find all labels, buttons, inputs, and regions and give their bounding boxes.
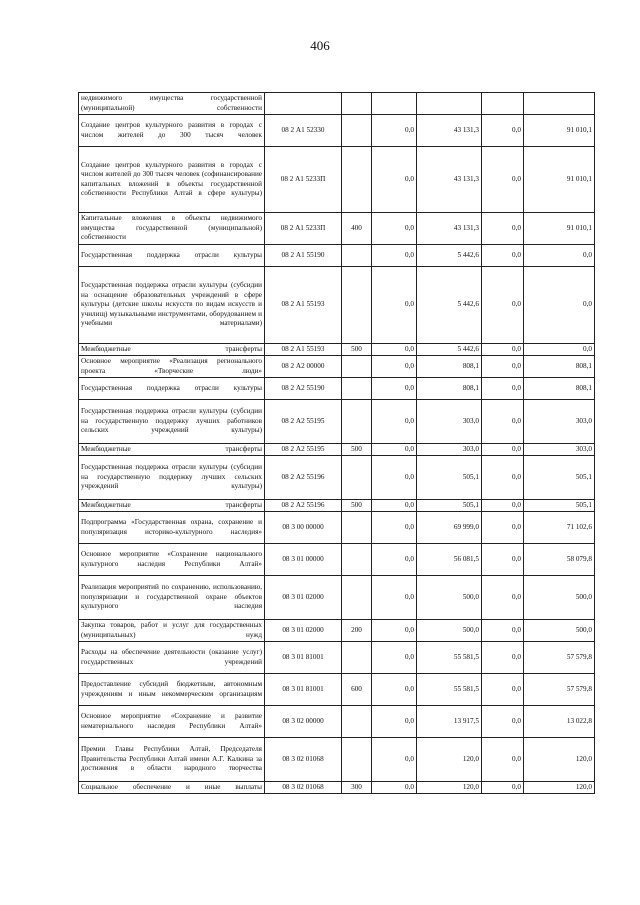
table-row bbox=[79, 115, 595, 147]
row-expense-type-cell: 400 bbox=[342, 213, 372, 245]
row-value-2-cell: 120,0 bbox=[417, 782, 482, 794]
row-expense-type-cell bbox=[342, 544, 372, 576]
row-value-3-cell: 0,0 bbox=[482, 245, 524, 267]
row-value-1-cell: 0,0 bbox=[372, 500, 417, 512]
table-row bbox=[79, 93, 595, 115]
table-row bbox=[79, 674, 595, 706]
row-value-1-cell: 0,0 bbox=[372, 115, 417, 147]
row-code-cell: 08 3 02 01068 bbox=[265, 738, 342, 782]
row-code-cell: 08 2 А1 5233П bbox=[265, 147, 342, 213]
table-row bbox=[79, 344, 595, 356]
row-value-4-cell: 303,0 bbox=[524, 400, 595, 444]
table-row bbox=[79, 500, 595, 512]
row-value-4-cell: 120,0 bbox=[524, 782, 595, 794]
row-value-2-cell: 69 999,0 bbox=[417, 512, 482, 544]
row-value-1-cell: 0,0 bbox=[372, 267, 417, 344]
row-value-2-cell: 303,0 bbox=[417, 444, 482, 456]
row-value-1-cell: 0,0 bbox=[372, 738, 417, 782]
row-expense-type-cell bbox=[342, 378, 372, 400]
row-value-4-cell: 13 022,8 bbox=[524, 706, 595, 738]
row-expense-type-cell bbox=[342, 706, 372, 738]
row-code-cell: 08 2 А2 55195 bbox=[265, 400, 342, 444]
row-code-cell: 08 2 А1 55193 bbox=[265, 267, 342, 344]
row-value-4-cell: 500,0 bbox=[524, 576, 595, 620]
table-row bbox=[79, 576, 595, 620]
row-value-4-cell: 91 010,1 bbox=[524, 115, 595, 147]
table-row bbox=[79, 147, 595, 213]
row-name-cell: Реализация мероприятий по сохранению, использованию, популяризации и государственной охране объектов культурного наследия bbox=[79, 576, 265, 620]
row-value-3-cell: 0,0 bbox=[482, 782, 524, 794]
row-expense-type-cell: 500 bbox=[342, 444, 372, 456]
row-name-cell: Основное мероприятие «Сохранение национального культурного наследия Республики Алтай» bbox=[79, 544, 265, 576]
table-row bbox=[79, 213, 595, 245]
row-value-3-cell: 0,0 bbox=[482, 400, 524, 444]
row-value-2-cell: 500,0 bbox=[417, 576, 482, 620]
table-row bbox=[79, 782, 595, 794]
row-value-1-cell: 0,0 bbox=[372, 642, 417, 674]
row-name-cell: Межбюджетные трансферты bbox=[79, 344, 265, 356]
row-value-1-cell: 0,0 bbox=[372, 620, 417, 642]
row-expense-type-cell bbox=[342, 267, 372, 344]
row-value-4-cell: 91 010,1 bbox=[524, 147, 595, 213]
row-name-cell: Подпрограмма «Государственная охрана, сохранение и популяризация историко-культурного наследия» bbox=[79, 512, 265, 544]
row-expense-type-cell bbox=[342, 115, 372, 147]
table-row bbox=[79, 642, 595, 674]
row-value-2-cell: 5 442,6 bbox=[417, 267, 482, 344]
row-expense-type-cell bbox=[342, 738, 372, 782]
row-name-cell: Основное мероприятие «Реализация регионального проекта «Творческие люди» bbox=[79, 356, 265, 378]
row-value-2-cell: 56 081,5 bbox=[417, 544, 482, 576]
row-value-1-cell: 0,0 bbox=[372, 782, 417, 794]
row-value-4-cell: 57 579,8 bbox=[524, 642, 595, 674]
row-name-cell: Расходы на обеспечение деятельности (оказание услуг) государственных учреждений bbox=[79, 642, 265, 674]
row-value-2-cell: 55 581,5 bbox=[417, 674, 482, 706]
row-value-3-cell: 0,0 bbox=[482, 344, 524, 356]
row-value-1-cell: 0,0 bbox=[372, 544, 417, 576]
row-code-cell: 08 2 А1 52330 bbox=[265, 115, 342, 147]
row-value-4-cell: 91 010,1 bbox=[524, 213, 595, 245]
row-code-cell: 08 2 А2 55190 bbox=[265, 378, 342, 400]
row-value-1-cell: 0,0 bbox=[372, 400, 417, 444]
row-value-4-cell: 0,0 bbox=[524, 245, 595, 267]
row-value-1-cell: 0,0 bbox=[372, 378, 417, 400]
table-row bbox=[79, 706, 595, 738]
row-value-2-cell: 808,1 bbox=[417, 356, 482, 378]
row-value-1-cell: 0,0 bbox=[372, 245, 417, 267]
row-expense-type-cell bbox=[342, 245, 372, 267]
table-row bbox=[79, 245, 595, 267]
row-value-4-cell: 808,1 bbox=[524, 356, 595, 378]
row-value-2-cell: 5 442,6 bbox=[417, 344, 482, 356]
row-code-cell: 08 2 А2 55196 bbox=[265, 500, 342, 512]
row-code-cell: 08 2 А2 55195 bbox=[265, 444, 342, 456]
row-value-4-cell: 120,0 bbox=[524, 738, 595, 782]
row-value-3-cell: 0,0 bbox=[482, 500, 524, 512]
row-expense-type-cell: 500 bbox=[342, 500, 372, 512]
row-value-2-cell: 120,0 bbox=[417, 738, 482, 782]
row-value-4-cell: 505,1 bbox=[524, 456, 595, 500]
row-value-4-cell: 505,1 bbox=[524, 500, 595, 512]
row-code-cell: 08 3 01 02000 bbox=[265, 620, 342, 642]
row-value-4-cell: 500,0 bbox=[524, 620, 595, 642]
row-expense-type-cell bbox=[342, 512, 372, 544]
row-value-1-cell: 0,0 bbox=[372, 674, 417, 706]
row-value-3-cell: 0,0 bbox=[482, 674, 524, 706]
row-code-cell: 08 2 А1 5233П bbox=[265, 213, 342, 245]
row-value-3-cell: 0,0 bbox=[482, 576, 524, 620]
row-value-4-cell: 808,1 bbox=[524, 378, 595, 400]
row-value-1-cell: 0,0 bbox=[372, 512, 417, 544]
row-name-cell: недвижимого имущества государственной (муниципальной) собственности bbox=[79, 93, 265, 115]
row-value-2-cell: 303,0 bbox=[417, 400, 482, 444]
row-value-1-cell: 0,0 bbox=[372, 706, 417, 738]
row-code-cell bbox=[265, 93, 342, 115]
row-name-cell: Межбюджетные трансферты bbox=[79, 500, 265, 512]
row-code-cell: 08 2 А1 55190 bbox=[265, 245, 342, 267]
table-row bbox=[79, 456, 595, 500]
row-name-cell: Межбюджетные трансферты bbox=[79, 444, 265, 456]
row-code-cell: 08 3 01 02000 bbox=[265, 576, 342, 620]
row-value-3-cell: 0,0 bbox=[482, 620, 524, 642]
budget-table-body bbox=[79, 93, 595, 794]
table-row bbox=[79, 444, 595, 456]
row-expense-type-cell bbox=[342, 400, 372, 444]
row-name-cell: Капитальные вложения в объекты недвижимого имущества государственной (муниципальной) собственности bbox=[79, 213, 265, 245]
row-code-cell: 08 2 А1 55193 bbox=[265, 344, 342, 356]
row-name-cell: Государственная поддержка отрасли культуры bbox=[79, 378, 265, 400]
row-name-cell: Государственная поддержка отрасли культуры bbox=[79, 245, 265, 267]
row-value-3-cell: 0,0 bbox=[482, 444, 524, 456]
row-value-2-cell: 500,0 bbox=[417, 620, 482, 642]
row-expense-type-cell bbox=[342, 642, 372, 674]
page-number: 406 bbox=[310, 38, 330, 53]
row-value-2-cell: 13 917,5 bbox=[417, 706, 482, 738]
row-value-2-cell: 808,1 bbox=[417, 378, 482, 400]
table-row bbox=[79, 620, 595, 642]
row-value-2-cell: 43 131,3 bbox=[417, 115, 482, 147]
row-expense-type-cell bbox=[342, 147, 372, 213]
row-value-1-cell: 0,0 bbox=[372, 213, 417, 245]
row-expense-type-cell bbox=[342, 93, 372, 115]
row-value-4-cell bbox=[524, 93, 595, 115]
row-value-3-cell: 0,0 bbox=[482, 738, 524, 782]
row-value-3-cell bbox=[482, 93, 524, 115]
table-row bbox=[79, 544, 595, 576]
row-value-4-cell: 0,0 bbox=[524, 344, 595, 356]
row-value-1-cell: 0,0 bbox=[372, 456, 417, 500]
row-expense-type-cell: 300 bbox=[342, 782, 372, 794]
budget-table bbox=[78, 92, 595, 794]
row-expense-type-cell: 600 bbox=[342, 674, 372, 706]
row-name-cell: Государственная поддержка отрасли культуры (субсидии на государственную поддержку лучших сельских учреждений культуры) bbox=[79, 456, 265, 500]
row-value-4-cell: 58 079,8 bbox=[524, 544, 595, 576]
row-value-2-cell: 505,1 bbox=[417, 456, 482, 500]
row-name-cell: Создание центров культурного развития в городах с числом жителей до 300 тысяч человек bbox=[79, 115, 265, 147]
row-value-1-cell: 0,0 bbox=[372, 444, 417, 456]
table-row bbox=[79, 356, 595, 378]
row-code-cell: 08 2 А2 00000 bbox=[265, 356, 342, 378]
row-value-3-cell: 0,0 bbox=[482, 115, 524, 147]
row-value-2-cell: 43 131,3 bbox=[417, 213, 482, 245]
row-name-cell: Государственная поддержка отрасли культуры (субсидии на оснащение образовательных учреждений в сфере культуры (детские школы искусств по видам искусств и училищ) музыкальными инструментами, оборудованием и учебными материалами) bbox=[79, 267, 265, 344]
row-code-cell: 08 3 02 01068 bbox=[265, 782, 342, 794]
row-value-1-cell: 0,0 bbox=[372, 147, 417, 213]
table-row bbox=[79, 378, 595, 400]
row-expense-type-cell: 200 bbox=[342, 620, 372, 642]
table-row bbox=[79, 512, 595, 544]
row-code-cell: 08 3 01 00000 bbox=[265, 544, 342, 576]
row-value-2-cell: 505,1 bbox=[417, 500, 482, 512]
row-name-cell: Создание центров культурного развития в городах с числом жителей до 300 тысяч человек (софинансирование капитальных вложений в объекты государственной собственности Республики Алтай в сфере культуры) bbox=[79, 147, 265, 213]
row-name-cell: Премии Главы Республики Алтай, Председателя Правительства Республики Алтай имени А.Г. Калкина за достижения в области народного творчества bbox=[79, 738, 265, 782]
row-value-3-cell: 0,0 bbox=[482, 147, 524, 213]
row-name-cell: Предоставление субсидий бюджетным, автономным учреждениям и иным некоммерческим организациям bbox=[79, 674, 265, 706]
row-code-cell: 08 2 А2 55196 bbox=[265, 456, 342, 500]
row-value-2-cell: 55 581,5 bbox=[417, 642, 482, 674]
row-name-cell: Закупка товаров, работ и услуг для государственных (муниципальных) нужд bbox=[79, 620, 265, 642]
row-value-3-cell: 0,0 bbox=[482, 267, 524, 344]
row-value-3-cell: 0,0 bbox=[482, 378, 524, 400]
row-name-cell: Основное мероприятие «Сохранение и развитие нематериального наследия Республики Алтай» bbox=[79, 706, 265, 738]
row-value-3-cell: 0,0 bbox=[482, 544, 524, 576]
table-row bbox=[79, 738, 595, 782]
row-value-1-cell: 0,0 bbox=[372, 356, 417, 378]
row-expense-type-cell bbox=[342, 576, 372, 620]
row-code-cell: 08 3 02 00000 bbox=[265, 706, 342, 738]
row-code-cell: 08 3 01 81001 bbox=[265, 642, 342, 674]
row-value-3-cell: 0,0 bbox=[482, 213, 524, 245]
row-value-4-cell: 71 102,6 bbox=[524, 512, 595, 544]
row-value-3-cell: 0,0 bbox=[482, 512, 524, 544]
row-name-cell: Государственная поддержка отрасли культуры (субсидии на государственную поддержку лучших работников сельских учреждений культуры) bbox=[79, 400, 265, 444]
row-expense-type-cell bbox=[342, 356, 372, 378]
table-row bbox=[79, 267, 595, 344]
row-value-3-cell: 0,0 bbox=[482, 642, 524, 674]
row-value-2-cell: 43 131,3 bbox=[417, 147, 482, 213]
row-expense-type-cell bbox=[342, 456, 372, 500]
table-row bbox=[79, 400, 595, 444]
row-code-cell: 08 3 00 00000 bbox=[265, 512, 342, 544]
row-value-1-cell: 0,0 bbox=[372, 576, 417, 620]
row-value-4-cell: 0,0 bbox=[524, 267, 595, 344]
row-value-2-cell: 5 442,6 bbox=[417, 245, 482, 267]
row-value-3-cell: 0,0 bbox=[482, 456, 524, 500]
row-value-3-cell: 0,0 bbox=[482, 706, 524, 738]
row-name-cell: Социальное обеспечение и иные выплаты bbox=[79, 782, 265, 794]
row-value-2-cell bbox=[417, 93, 482, 115]
row-code-cell: 08 3 01 81001 bbox=[265, 674, 342, 706]
row-value-4-cell: 57 579,8 bbox=[524, 674, 595, 706]
row-value-3-cell: 0,0 bbox=[482, 356, 524, 378]
row-value-1-cell bbox=[372, 93, 417, 115]
row-value-4-cell: 303,0 bbox=[524, 444, 595, 456]
row-value-1-cell: 0,0 bbox=[372, 344, 417, 356]
row-expense-type-cell: 500 bbox=[342, 344, 372, 356]
